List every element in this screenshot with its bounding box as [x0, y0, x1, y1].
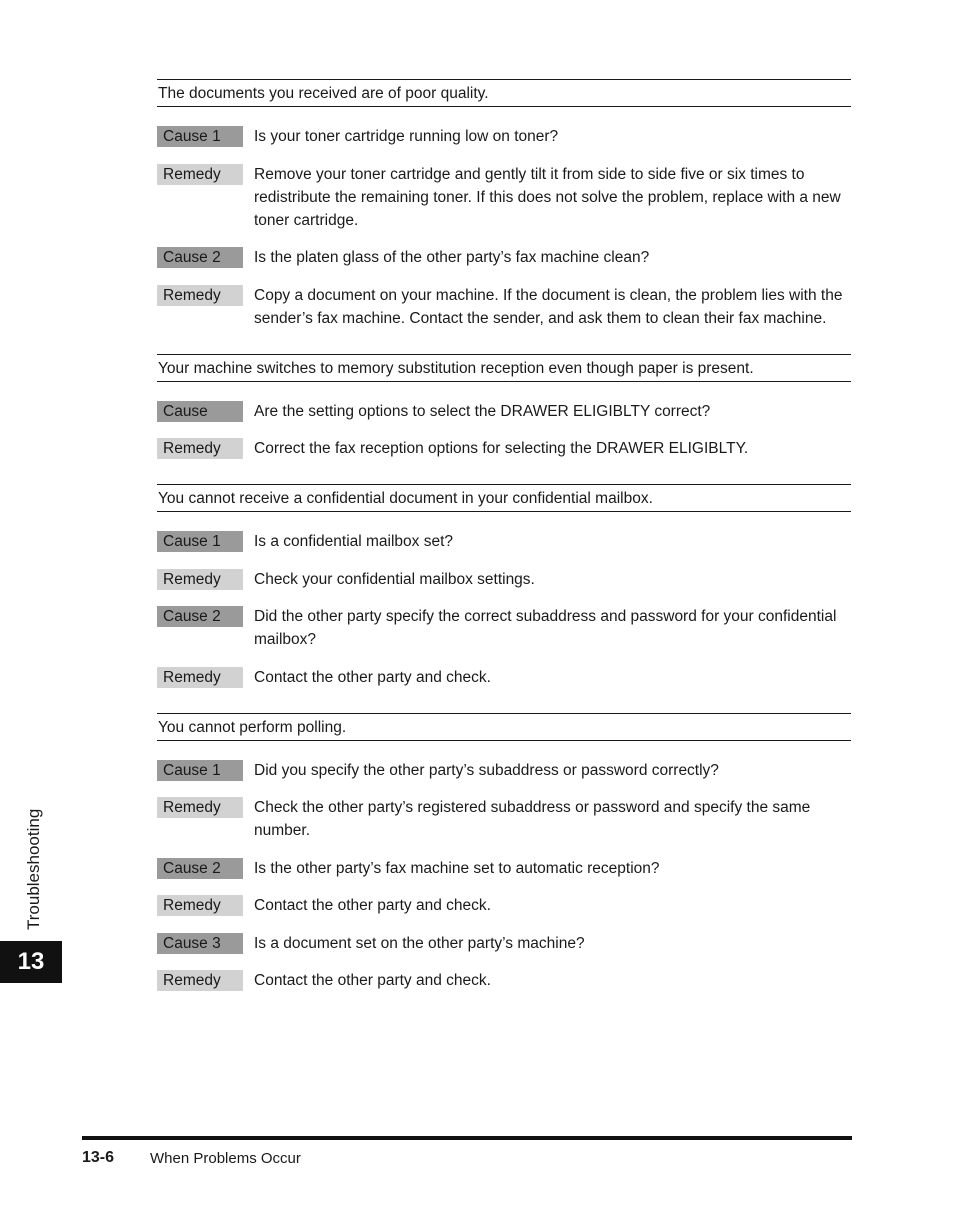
remedy-label: Remedy	[157, 438, 243, 459]
remedy-label: Remedy	[157, 895, 243, 916]
footer-rule	[82, 1136, 852, 1140]
remedy-text: Check the other party’s registered subaddress or password and specify the same number.	[254, 799, 811, 839]
cause-text: Is the platen glass of the other party’s fax machine clean?	[254, 249, 650, 266]
problem-heading: You cannot receive a confidential document in your confidential mailbox.	[157, 484, 851, 512]
cause-label: Cause 1	[157, 126, 243, 147]
remedy-row	[157, 437, 851, 460]
cause-row	[157, 125, 851, 148]
cause-row	[157, 246, 851, 269]
remedy-text: Contact the other party and check.	[254, 897, 491, 914]
chapter-side-tab-label: Troubleshooting	[24, 808, 43, 930]
problem-heading: The documents you received are of poor quality.	[157, 79, 851, 107]
remedy-row	[157, 796, 851, 842]
problem-section	[157, 354, 851, 461]
remedy-text: Remove your toner cartridge and gently tilt it from side to side five or six times to redistribute the remaining toner. If this does not solve the problem, replace with a new toner cartridge.	[254, 165, 841, 229]
cause-label: Cause 1	[157, 531, 243, 552]
remedy-text: Copy a document on your machine. If the document is clean, the problem lies with the sender’s fax machine. Contact the sender, and ask them to clean their fax machine.	[254, 286, 843, 327]
chapter-number-tab: 13	[0, 941, 62, 983]
cause-text: Is a document set on the other party’s machine?	[254, 934, 585, 952]
remedy-label: Remedy	[157, 970, 243, 991]
remedy-row	[157, 894, 851, 917]
page-number: 13-6	[82, 1149, 115, 1166]
remedy-label: Remedy	[157, 569, 243, 590]
remedy-row	[157, 568, 851, 591]
cause-label: Cause 2	[157, 858, 243, 879]
remedy-row	[157, 969, 851, 992]
remedy-row	[157, 666, 851, 689]
cause-label: Cause 1	[157, 760, 243, 781]
remedy-text: Contact the other party and check.	[254, 668, 491, 686]
problem-section	[157, 79, 851, 330]
cause-row	[157, 857, 851, 880]
remedy-label: Remedy	[157, 164, 243, 185]
footer-title: When Problems Occur	[150, 1150, 301, 1167]
cause-label: Cause	[157, 401, 243, 422]
cause-row	[157, 605, 851, 651]
problem-heading: Your machine switches to memory substitution reception even though paper is present.	[157, 354, 851, 382]
remedy-text: Contact the other party and check.	[254, 972, 491, 989]
cause-text: Is the other party’s fax machine set to automatic reception?	[254, 859, 660, 877]
cause-row	[157, 759, 851, 782]
remedy-text: Check your confidential mailbox settings.	[254, 570, 535, 588]
cause-label: Cause 2	[157, 247, 243, 268]
remedy-label: Remedy	[157, 285, 243, 306]
troubleshooting-content	[157, 79, 851, 1016]
cause-row	[157, 400, 851, 423]
cause-text: Is your toner cartridge running low on toner?	[254, 128, 559, 145]
remedy-label: Remedy	[157, 797, 243, 818]
remedy-label: Remedy	[157, 667, 243, 688]
cause-label: Cause 2	[157, 606, 243, 627]
cause-text: Is a confidential mailbox set?	[254, 533, 454, 550]
cause-text: Are the setting options to select the DRAWER ELIGIBLTY correct?	[254, 402, 711, 420]
cause-row	[157, 932, 851, 955]
problem-section	[157, 713, 851, 993]
problem-heading: You cannot perform polling.	[157, 713, 851, 741]
cause-label: Cause 3	[157, 933, 243, 954]
cause-row	[157, 530, 851, 553]
cause-text: Did the other party specify the correct subaddress and password for your confidential mailbox?	[254, 608, 837, 648]
remedy-row	[157, 284, 851, 330]
remedy-row	[157, 163, 851, 232]
problem-section	[157, 484, 851, 689]
remedy-text: Correct the fax reception options for selecting the DRAWER ELIGIBLTY.	[254, 440, 749, 457]
cause-text: Did you specify the other party’s subaddress or password correctly?	[254, 761, 719, 779]
